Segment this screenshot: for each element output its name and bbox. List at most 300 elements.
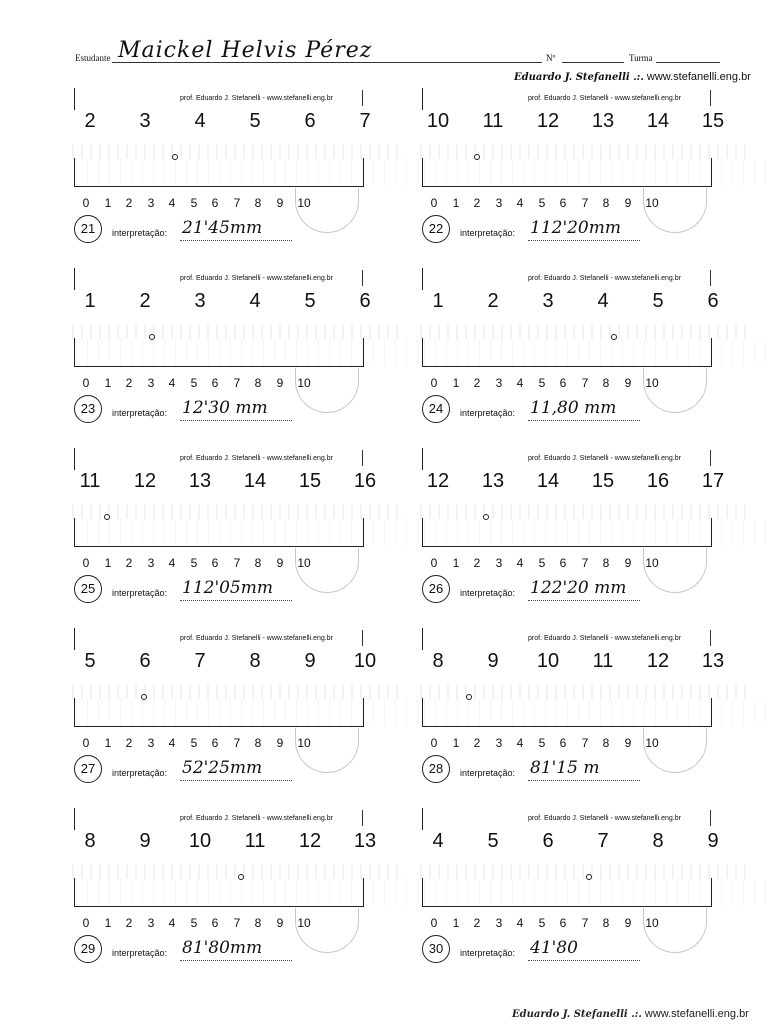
exercise-credit: prof. Eduardo J. Stefanelli - www.stefanelli.eng.br <box>180 455 333 462</box>
main-scale-number: 16 <box>353 470 377 492</box>
interpretation-label: interpretação: <box>460 228 516 238</box>
main-scale-graduations <box>72 325 404 339</box>
interpretation-line <box>180 420 292 421</box>
exercise-27 <box>72 628 417 778</box>
main-scale-number: 10 <box>426 110 450 132</box>
vernier-number: 7 <box>233 196 241 210</box>
vernier-scale <box>74 518 364 547</box>
caliper-jaw-outline <box>643 908 707 953</box>
ruler-right-edge <box>710 90 711 106</box>
vernier-number: 4 <box>516 916 524 930</box>
main-scale-number: 13 <box>481 470 505 492</box>
vernier-number: 10 <box>297 556 311 570</box>
exercise-29 <box>72 808 417 958</box>
header-credit-url: www.stefanelli.eng.br <box>646 71 751 83</box>
exercise-credit: prof. Eduardo J. Stefanelli - www.stefanelli.eng.br <box>528 455 681 462</box>
main-scale <box>420 290 765 324</box>
main-scale-number: 10 <box>353 650 377 672</box>
main-scale-number: 7 <box>597 830 609 852</box>
vernier-number: 8 <box>602 916 610 930</box>
main-scale-number: 8 <box>652 830 664 852</box>
vernier-scale <box>74 338 364 367</box>
vernier-number: 10 <box>297 196 311 210</box>
main-scale-number: 13 <box>188 470 212 492</box>
vernier-number: 7 <box>581 556 589 570</box>
main-scale <box>420 830 765 864</box>
vernier-number: 7 <box>233 916 241 930</box>
vernier-number: 1 <box>452 376 460 390</box>
main-scale-number: 5 <box>652 290 664 312</box>
exercise-22 <box>420 88 765 238</box>
ruler-left-edge <box>74 268 75 290</box>
vernier-number: 8 <box>602 376 610 390</box>
vernier-number: 1 <box>452 916 460 930</box>
main-scale-number: 6 <box>707 290 719 312</box>
vernier-number: 3 <box>147 736 155 750</box>
main-scale-number: 14 <box>243 470 267 492</box>
handwritten-answer: 122'20 mm <box>530 578 627 598</box>
main-scale-number: 4 <box>597 290 609 312</box>
vernier-scale <box>74 158 364 187</box>
main-scale-number: 12 <box>536 110 560 132</box>
vernier-number: 7 <box>233 376 241 390</box>
interpretation-line <box>528 420 640 421</box>
vernier-number: 10 <box>645 556 659 570</box>
main-scale-number: 10 <box>188 830 212 852</box>
interpretation-line <box>180 240 292 241</box>
vernier-scale <box>422 878 712 907</box>
vernier-number: 5 <box>538 556 546 570</box>
vernier-number: 8 <box>602 736 610 750</box>
caliper-jaw-outline <box>643 548 707 593</box>
ruler-left-edge <box>74 628 75 650</box>
exercise-24 <box>420 268 765 418</box>
footer-credit-url: www.stefanelli.eng.br <box>644 1008 749 1020</box>
vernier-number: 0 <box>430 916 438 930</box>
exercise-credit: prof. Eduardo J. Stefanelli - www.stefanelli.eng.br <box>528 95 681 102</box>
vernier-number: 2 <box>473 736 481 750</box>
vernier-number: 5 <box>190 556 198 570</box>
exercise-25 <box>72 448 417 598</box>
vernier-number: 6 <box>559 196 567 210</box>
vernier-number: 2 <box>125 376 133 390</box>
vernier-number: 6 <box>211 376 219 390</box>
worksheet-header <box>0 0 768 95</box>
ruler-right-edge <box>710 270 711 286</box>
student-name-line <box>112 62 542 63</box>
main-scale-number: 2 <box>84 110 96 132</box>
reading-pointer <box>586 874 592 880</box>
vernier-number: 5 <box>538 196 546 210</box>
vernier-number: 9 <box>276 196 284 210</box>
vernier-number: 2 <box>125 196 133 210</box>
main-scale-number: 14 <box>536 470 560 492</box>
interpretation-label: interpretação: <box>460 768 516 778</box>
vernier-number: 5 <box>190 736 198 750</box>
vernier-number: 8 <box>602 556 610 570</box>
main-scale-number: 6 <box>359 290 371 312</box>
interpretation-label: interpretação: <box>460 408 516 418</box>
main-scale-number: 11 <box>79 470 101 492</box>
main-scale-number: 12 <box>426 470 450 492</box>
vernier-number: 9 <box>276 736 284 750</box>
vernier-number: 0 <box>430 376 438 390</box>
exercise-credit: prof. Eduardo J. Stefanelli - www.stefanelli.eng.br <box>180 275 333 282</box>
vernier-number: 3 <box>147 376 155 390</box>
main-scale <box>420 470 765 504</box>
handwritten-answer: 52'25mm <box>182 758 263 778</box>
caliper-jaw-outline <box>295 728 359 773</box>
main-scale-number: 9 <box>304 650 316 672</box>
vernier-number: 8 <box>254 736 262 750</box>
main-scale <box>72 650 417 684</box>
handwritten-answer: 41'80 <box>530 938 578 958</box>
main-scale-number: 3 <box>139 110 151 132</box>
vernier-number: 3 <box>147 196 155 210</box>
main-scale-number: 16 <box>646 470 670 492</box>
main-scale-graduations <box>72 685 404 699</box>
vernier-number: 6 <box>559 556 567 570</box>
vernier-number: 6 <box>211 196 219 210</box>
vernier-number: 2 <box>473 376 481 390</box>
vernier-number: 4 <box>168 196 176 210</box>
caliper-jaw-outline <box>295 188 359 233</box>
main-scale-number: 1 <box>84 290 96 312</box>
reading-pointer <box>238 874 244 880</box>
interpretation-label: interpretação: <box>112 768 168 778</box>
main-scale-number: 13 <box>701 650 725 672</box>
vernier-number: 7 <box>581 376 589 390</box>
main-scale-number: 15 <box>298 470 322 492</box>
main-scale-number: 9 <box>707 830 719 852</box>
vernier-number: 3 <box>495 736 503 750</box>
main-scale <box>72 830 417 864</box>
exercise-number: 24 <box>422 395 450 423</box>
vernier-number: 6 <box>559 736 567 750</box>
main-scale-number: 4 <box>249 290 261 312</box>
vernier-number: 10 <box>297 376 311 390</box>
main-scale-graduations <box>72 505 404 519</box>
main-scale-number: 5 <box>249 110 261 132</box>
vernier-number: 1 <box>452 736 460 750</box>
main-scale-graduations <box>420 505 752 519</box>
vernier-number: 0 <box>82 376 90 390</box>
ruler-right-edge <box>710 450 711 466</box>
vernier-number: 2 <box>125 916 133 930</box>
main-scale-number: 7 <box>194 650 206 672</box>
main-scale-number: 5 <box>84 650 96 672</box>
vernier-number: 2 <box>125 736 133 750</box>
footer-credit <box>512 1008 749 1020</box>
reading-pointer <box>104 514 110 520</box>
reading-pointer <box>172 154 178 160</box>
main-scale <box>72 290 417 324</box>
handwritten-answer: 112'20mm <box>530 218 621 238</box>
main-scale-number: 17 <box>701 470 725 492</box>
main-scale-number: 15 <box>701 110 725 132</box>
vernier-number: 8 <box>254 916 262 930</box>
exercise-credit: prof. Eduardo J. Stefanelli - www.stefanelli.eng.br <box>180 815 333 822</box>
vernier-number: 2 <box>473 556 481 570</box>
main-scale-number: 4 <box>432 830 444 852</box>
vernier-number: 6 <box>211 556 219 570</box>
footer-credit-signature: Eduardo J. Stefanelli .:. <box>512 1009 642 1020</box>
vernier-scale <box>422 158 712 187</box>
caliper-jaw-outline <box>643 188 707 233</box>
vernier-number: 7 <box>581 736 589 750</box>
exercise-30 <box>420 808 765 958</box>
vernier-number: 9 <box>624 556 632 570</box>
ruler-right-edge <box>710 630 711 646</box>
exercise-credit: prof. Eduardo J. Stefanelli - www.stefanelli.eng.br <box>528 275 681 282</box>
reading-pointer <box>466 694 472 700</box>
main-scale-number: 10 <box>536 650 560 672</box>
student-label: Estudante <box>75 53 111 63</box>
exercise-number: 29 <box>74 935 102 963</box>
vernier-number: 7 <box>233 556 241 570</box>
vernier-number: 1 <box>452 196 460 210</box>
vernier-number: 3 <box>495 916 503 930</box>
interpretation-line <box>528 780 640 781</box>
exercise-23 <box>72 268 417 418</box>
interpretation-line <box>180 780 292 781</box>
vernier-number: 7 <box>581 196 589 210</box>
ruler-left-edge <box>422 448 423 470</box>
interpretation-label: interpretação: <box>112 588 168 598</box>
main-scale-number: 11 <box>244 830 266 852</box>
vernier-number: 9 <box>624 376 632 390</box>
ruler-left-edge <box>422 268 423 290</box>
number-label: Nº <box>546 53 556 63</box>
header-credit <box>514 71 751 83</box>
main-scale-number: 1 <box>432 290 444 312</box>
exercise-number: 22 <box>422 215 450 243</box>
main-scale-number: 9 <box>139 830 151 852</box>
vernier-number: 10 <box>297 736 311 750</box>
exercise-number: 23 <box>74 395 102 423</box>
vernier-number: 5 <box>538 736 546 750</box>
vernier-number: 9 <box>276 916 284 930</box>
vernier-number: 10 <box>645 376 659 390</box>
ruler-right-edge <box>362 810 363 826</box>
main-scale-number: 9 <box>487 650 499 672</box>
vernier-number: 1 <box>104 376 112 390</box>
vernier-number: 7 <box>233 736 241 750</box>
main-scale-number: 15 <box>591 470 615 492</box>
vernier-number: 0 <box>82 736 90 750</box>
exercise-credit: prof. Eduardo J. Stefanelli - www.stefanelli.eng.br <box>180 95 333 102</box>
main-scale <box>72 110 417 144</box>
caliper-jaw-outline <box>643 728 707 773</box>
vernier-number: 5 <box>538 376 546 390</box>
handwritten-answer: 112'05mm <box>182 578 273 598</box>
main-scale-number: 11 <box>592 650 614 672</box>
vernier-number: 4 <box>168 376 176 390</box>
ruler-right-edge <box>362 90 363 106</box>
main-scale-number: 5 <box>487 830 499 852</box>
class-label: Turma <box>629 53 653 63</box>
exercise-credit: prof. Eduardo J. Stefanelli - www.stefanelli.eng.br <box>528 815 681 822</box>
vernier-number: 2 <box>473 916 481 930</box>
header-credit-signature: Eduardo J. Stefanelli .:. <box>514 72 644 83</box>
main-scale <box>420 650 765 684</box>
number-line <box>562 62 624 63</box>
vernier-number: 4 <box>516 376 524 390</box>
vernier-number: 3 <box>147 556 155 570</box>
ruler-left-edge <box>74 808 75 830</box>
vernier-number: 5 <box>190 376 198 390</box>
handwritten-answer: 81'15 m <box>530 758 600 778</box>
main-scale-graduations <box>420 325 752 339</box>
main-scale-number: 2 <box>139 290 151 312</box>
interpretation-line <box>528 960 640 961</box>
vernier-number: 10 <box>645 916 659 930</box>
vernier-number: 4 <box>516 196 524 210</box>
vernier-number: 5 <box>190 916 198 930</box>
interpretation-label: interpretação: <box>112 228 168 238</box>
main-scale-number: 8 <box>84 830 96 852</box>
vernier-number: 2 <box>125 556 133 570</box>
reading-pointer <box>141 694 147 700</box>
exercise-number: 26 <box>422 575 450 603</box>
main-scale-number: 3 <box>542 290 554 312</box>
main-scale-number: 6 <box>304 110 316 132</box>
vernier-number: 0 <box>82 556 90 570</box>
vernier-number: 2 <box>473 196 481 210</box>
vernier-number: 9 <box>624 736 632 750</box>
ruler-left-edge <box>74 88 75 110</box>
exercise-number: 25 <box>74 575 102 603</box>
vernier-number: 5 <box>190 196 198 210</box>
exercise-21 <box>72 88 417 238</box>
interpretation-line <box>180 600 292 601</box>
vernier-number: 0 <box>82 916 90 930</box>
caliper-jaw-outline <box>643 368 707 413</box>
interpretation-label: interpretação: <box>460 948 516 958</box>
reading-pointer <box>483 514 489 520</box>
vernier-number: 10 <box>645 196 659 210</box>
caliper-jaw-outline <box>295 548 359 593</box>
interpretation-line <box>180 960 292 961</box>
vernier-number: 9 <box>276 556 284 570</box>
vernier-number: 4 <box>516 736 524 750</box>
vernier-number: 6 <box>211 736 219 750</box>
ruler-left-edge <box>422 628 423 650</box>
vernier-number: 1 <box>104 196 112 210</box>
ruler-left-edge <box>74 448 75 470</box>
vernier-scale <box>422 518 712 547</box>
vernier-number: 4 <box>168 736 176 750</box>
exercise-number: 28 <box>422 755 450 783</box>
main-scale-number: 13 <box>353 830 377 852</box>
vernier-number: 8 <box>602 196 610 210</box>
exercise-credit: prof. Eduardo J. Stefanelli - www.stefanelli.eng.br <box>528 635 681 642</box>
main-scale-number: 4 <box>194 110 206 132</box>
ruler-right-edge <box>362 270 363 286</box>
vernier-number: 10 <box>645 736 659 750</box>
main-scale-number: 5 <box>304 290 316 312</box>
class-line <box>656 62 720 63</box>
main-scale-number: 7 <box>359 110 371 132</box>
interpretation-label: interpretação: <box>112 408 168 418</box>
vernier-number: 3 <box>495 196 503 210</box>
vernier-number: 6 <box>559 376 567 390</box>
vernier-number: 4 <box>168 556 176 570</box>
main-scale-number: 6 <box>542 830 554 852</box>
main-scale-number: 8 <box>432 650 444 672</box>
vernier-number: 10 <box>297 916 311 930</box>
vernier-number: 9 <box>276 376 284 390</box>
exercise-28 <box>420 628 765 778</box>
vernier-number: 1 <box>452 556 460 570</box>
interpretation-line <box>528 240 640 241</box>
exercise-number: 27 <box>74 755 102 783</box>
vernier-number: 0 <box>82 196 90 210</box>
vernier-number: 6 <box>559 916 567 930</box>
main-scale-number: 8 <box>249 650 261 672</box>
main-scale-number: 11 <box>482 110 504 132</box>
caliper-jaw-outline <box>295 908 359 953</box>
vernier-number: 9 <box>624 916 632 930</box>
main-scale-number: 14 <box>646 110 670 132</box>
ruler-right-edge <box>362 630 363 646</box>
main-scale-number: 12 <box>133 470 157 492</box>
vernier-number: 8 <box>254 196 262 210</box>
ruler-right-edge <box>710 810 711 826</box>
exercise-number: 30 <box>422 935 450 963</box>
handwritten-answer: 21'45mm <box>182 218 263 238</box>
main-scale-number: 2 <box>487 290 499 312</box>
exercise-26 <box>420 448 765 598</box>
vernier-scale <box>74 698 364 727</box>
vernier-number: 1 <box>104 736 112 750</box>
vernier-number: 8 <box>254 556 262 570</box>
ruler-right-edge <box>362 450 363 466</box>
main-scale-number: 12 <box>298 830 322 852</box>
main-scale-number: 12 <box>646 650 670 672</box>
ruler-left-edge <box>422 808 423 830</box>
vernier-number: 8 <box>254 376 262 390</box>
caliper-jaw-outline <box>295 368 359 413</box>
main-scale-number: 3 <box>194 290 206 312</box>
vernier-number: 3 <box>147 916 155 930</box>
vernier-number: 4 <box>516 556 524 570</box>
vernier-number: 3 <box>495 376 503 390</box>
vernier-number: 1 <box>104 556 112 570</box>
vernier-number: 0 <box>430 196 438 210</box>
vernier-scale <box>422 698 712 727</box>
vernier-number: 7 <box>581 916 589 930</box>
vernier-number: 5 <box>538 916 546 930</box>
interpretation-label: interpretação: <box>460 588 516 598</box>
main-scale-graduations <box>420 145 752 159</box>
interpretation-label: interpretação: <box>112 948 168 958</box>
handwritten-answer: 11,80 mm <box>530 398 617 418</box>
main-scale-graduations <box>72 145 404 159</box>
exercise-credit: prof. Eduardo J. Stefanelli - www.stefanelli.eng.br <box>180 635 333 642</box>
student-name: Maickel Helvis Pérez <box>118 38 373 63</box>
main-scale-number: 13 <box>591 110 615 132</box>
vernier-scale <box>74 878 364 907</box>
vernier-number: 4 <box>168 916 176 930</box>
main-scale <box>72 470 417 504</box>
handwritten-answer: 12'30 mm <box>182 398 268 418</box>
main-scale-number: 6 <box>139 650 151 672</box>
vernier-number: 9 <box>624 196 632 210</box>
vernier-number: 0 <box>430 736 438 750</box>
vernier-number: 3 <box>495 556 503 570</box>
main-scale <box>420 110 765 144</box>
